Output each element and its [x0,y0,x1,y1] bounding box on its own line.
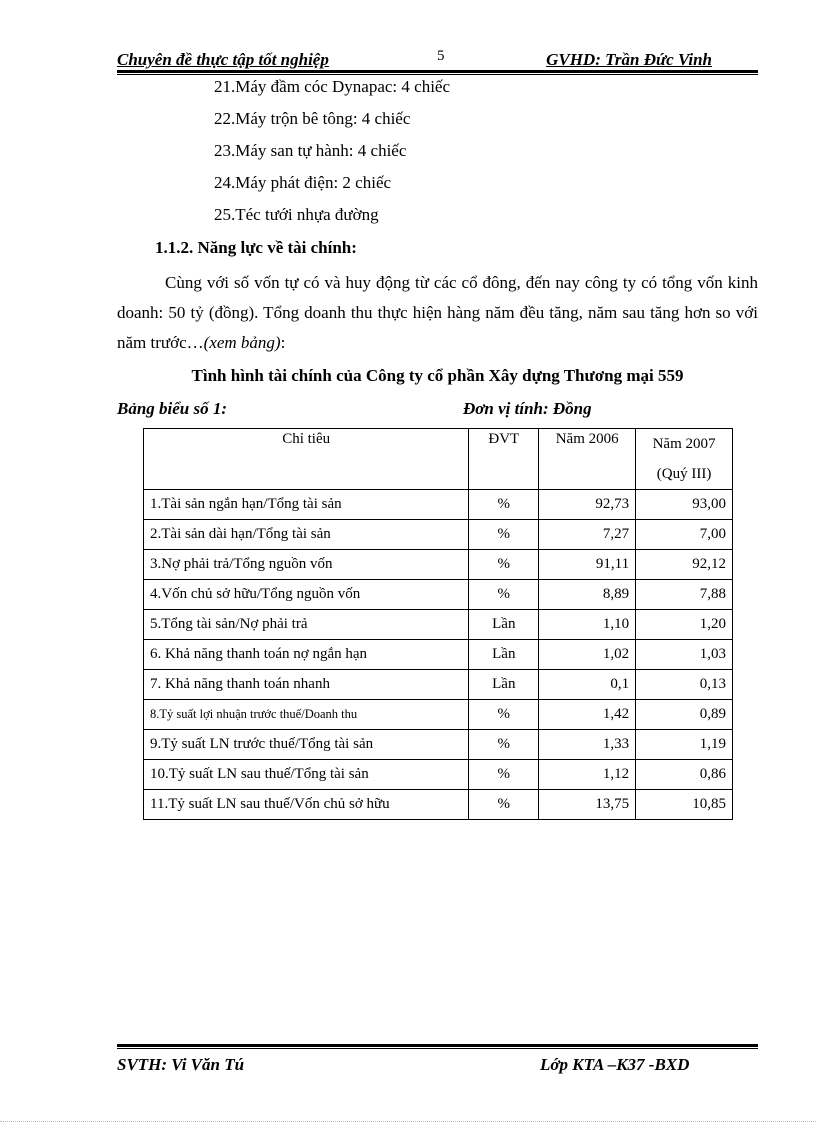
cell-indicator: 7. Khả năng thanh toán nhanh [144,670,469,700]
financial-table [143,428,733,820]
header-rule-thick [117,70,758,73]
cell-2007: 7,88 [636,580,733,610]
cell-indicator: 8.Tỷ suất lợi nhuận trước thuế/Doanh thu [144,700,469,730]
header-year-2007-note: (Quý III) [656,466,712,482]
list-item: 23.Máy san tự hành: 4 chiếc [214,141,407,160]
cell-unit: % [469,550,539,580]
footer-student: SVTH: Vi Văn Tú [117,1055,245,1074]
list-item: 22.Máy trộn bê tông: 4 chiếc [214,109,411,128]
list-item: 24.Máy phát điện: 2 chiếc [214,173,392,192]
cell-2007: 93,00 [636,490,733,520]
list-item: 21.Máy đầm cóc Dynapac: 4 chiếc [214,77,451,96]
cell-unit: Lần [469,640,539,670]
cell-2006: 1,42 [539,700,636,730]
paragraph-text: Cùng với số vốn tự có và huy động từ các cổ đông, đến nay công ty có tổng vốn kinh doanh: 50 tỷ (đồng). Tổng doanh thu thực hiện hàng năm đều tăng, năm sau tăng hơn so với năm trước… [117,273,758,352]
cell-2006: 91,11 [539,550,636,580]
cell-2006: 1,02 [539,640,636,670]
table-row [144,640,733,670]
cell-2006: 1,10 [539,610,636,640]
cell-indicator: 2.Tài sản dài hạn/Tổng tài sản [144,520,469,550]
cell-unit: Lần [469,670,539,700]
cell-unit: % [469,490,539,520]
footer-class: Lớp KTA –K37 -BXD [540,1055,690,1074]
cell-indicator: 1.Tài sản ngắn hạn/Tổng tài sản [144,490,469,520]
footer-rule-thick [117,1044,758,1047]
header-unit: ĐVT [469,429,539,490]
header-year-2007 [636,429,733,490]
table-row [144,550,733,580]
header-rule-thin [117,74,758,75]
header-left-title: Chuyên đề thực tập tốt nghiệp [117,50,329,69]
table-row [144,610,733,640]
cell-2007: 10,85 [636,790,733,820]
table-row [144,670,733,700]
cell-2007: 0,89 [636,700,733,730]
section-heading: 1.1.2. Năng lực về tài chính: [155,238,357,257]
footer-rule-thin [117,1048,758,1049]
table-header-row [144,429,733,490]
cell-indicator: 9.Tỷ suất LN trước thuế/Tổng tài sản [144,730,469,760]
cell-2006: 0,1 [539,670,636,700]
cell-2007: 0,13 [636,670,733,700]
cell-2006: 92,73 [539,490,636,520]
cell-unit: Lần [469,610,539,640]
header-indicator: Chỉ tiêu [144,429,469,490]
cell-unit: % [469,520,539,550]
list-item: 25.Téc tưới nhựa đường [214,205,379,224]
cell-2006: 13,75 [539,790,636,820]
cell-2007: 7,00 [636,520,733,550]
cell-2007: 1,19 [636,730,733,760]
table-row [144,760,733,790]
cell-unit: % [469,730,539,760]
cell-2007: 92,12 [636,550,733,580]
cell-2006: 8,89 [539,580,636,610]
table-label: Bảng biểu số 1: [117,399,228,418]
cell-2007: 1,20 [636,610,733,640]
page-header [117,48,758,70]
cell-indicator: 3.Nợ phải trả/Tổng nguồn vốn [144,550,469,580]
cell-indicator: 5.Tổng tài sản/Nợ phải trả [144,610,469,640]
cell-unit: % [469,700,539,730]
table-row [144,490,733,520]
paragraph-end: : [280,333,286,352]
cell-2007: 1,03 [636,640,733,670]
body-paragraph [117,268,758,358]
header-right-advisor: GVHD: Trần Đức Vinh [546,50,712,69]
cell-2007: 0,86 [636,760,733,790]
header-year-2006: Năm 2006 [539,429,636,490]
paragraph-note: (xem bảng) [203,333,281,352]
cell-2006: 1,33 [539,730,636,760]
table-title: Tình hình tài chính của Công ty cổ phần Xây dựng Thương mại 559 [191,366,684,385]
cell-unit: % [469,790,539,820]
table-row [144,790,733,820]
table-row [144,700,733,730]
cell-indicator: 6. Khả năng thanh toán nợ ngắn hạn [144,640,469,670]
header-year-2007-label: Năm 2007 [652,436,716,452]
cell-unit: % [469,580,539,610]
table-row [144,730,733,760]
cell-indicator: 4.Vốn chủ sở hữu/Tổng nguồn vốn [144,580,469,610]
page-number: 5 [437,48,445,64]
cell-unit: % [469,760,539,790]
cell-indicator: 10.Tỷ suất LN sau thuế/Tổng tài sản [144,760,469,790]
cell-2006: 7,27 [539,520,636,550]
table-row [144,580,733,610]
cell-2006: 1,12 [539,760,636,790]
cell-indicator: 11.Tỷ suất LN sau thuế/Vốn chủ sở hữu [144,790,469,820]
unit-label: Đơn vị tính: Đồng [463,399,592,418]
table-row [144,520,733,550]
